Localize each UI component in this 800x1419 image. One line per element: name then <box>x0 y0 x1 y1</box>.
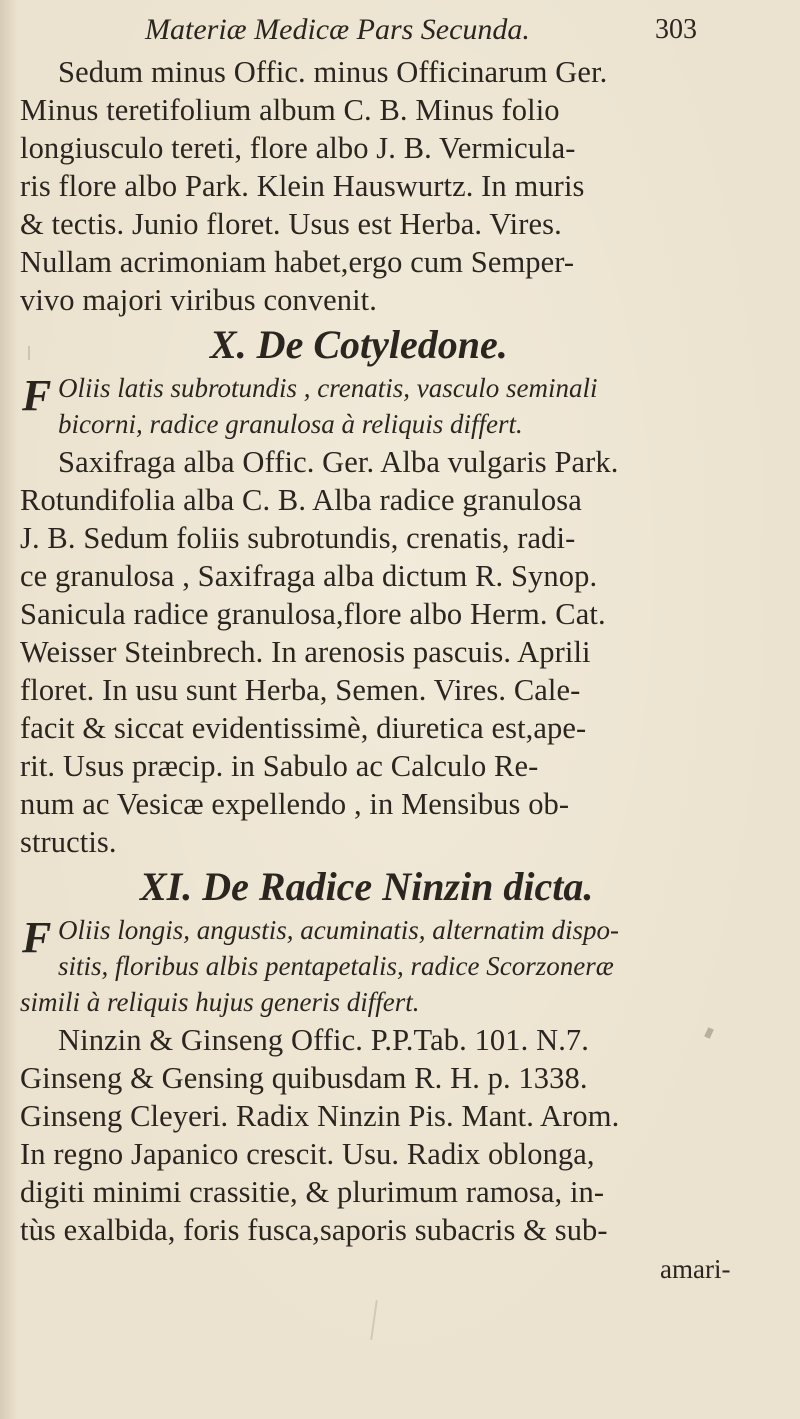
text-line: num ac Vesicæ expellendo , in Mensibus ob- <box>20 787 570 821</box>
gutter-shadow <box>0 0 18 1419</box>
text-line: Saxifraga alba Offic. Ger. Alba vulgaris Park. <box>58 445 619 479</box>
text-line: ce granulosa , Saxifraga alba dictum R. Synop. <box>20 559 598 593</box>
text-line: facit & siccat evidentissimè, diuretica est,ape- <box>20 711 587 745</box>
text-line: Ginseng Cleyeri. Radix Ninzin Pis. Mant. Arom. <box>20 1099 620 1133</box>
drop-cap: F <box>22 913 52 962</box>
text-line: In regno Japanico crescit. Usu. Radix oblonga, <box>20 1137 595 1171</box>
text-line: vivo majori viribus convenit. <box>20 283 377 317</box>
paper-fleck <box>704 1027 714 1039</box>
section-heading: XI. De Radice Ninzin dicta. <box>140 864 594 909</box>
drop-cap: F <box>22 371 52 420</box>
text-line: longiusculo tereti, flore albo J. B. Vermicula- <box>20 131 576 165</box>
paper-fleck <box>370 1300 378 1340</box>
text-line: Minus teretifolium album C. B. Minus folio <box>20 93 560 127</box>
text-line: floret. In usu sunt Herba, Semen. Vires. Cale- <box>20 673 581 707</box>
text-line: & tectis. Junio floret. Usus est Herba. Vires. <box>20 207 562 241</box>
paper-fleck <box>28 346 30 360</box>
text-line: Sedum minus Offic. minus Officinarum Ger. <box>58 55 608 89</box>
diagnosis-line: Oliis longis, angustis, acuminatis, alternatim dispo- <box>58 915 620 945</box>
diagnosis-line: sitis, floribus albis pentapetalis, radice Scorzoneræ <box>58 951 614 981</box>
text-line: rit. Usus præcip. in Sabulo ac Calculo Re- <box>20 749 539 783</box>
text-line: tùs exalbida, foris fusca,saporis subacris & sub- <box>20 1213 608 1247</box>
running-head: Materiæ Medicæ Pars Secunda. <box>145 13 530 46</box>
text-line: Weisser Steinbrech. In arenosis pascuis. Aprili <box>20 635 591 669</box>
page-number: 303 <box>655 14 697 45</box>
text-line: Rotundifolia alba C. B. Alba radice granulosa <box>20 483 582 517</box>
text-line: ris flore albo Park. Klein Hauswurtz. In muris <box>20 169 585 203</box>
page-header <box>0 10 800 50</box>
text-line: Ginseng & Gensing quibusdam R. H. p. 1338. <box>20 1061 588 1095</box>
section-heading: X. De Cotyledone. <box>210 322 508 367</box>
text-line: Nullam acrimoniam habet,ergo cum Semper- <box>20 245 575 279</box>
catchword: amari- <box>660 1254 731 1284</box>
text-line: Sanicula radice granulosa,flore albo Herm. Cat. <box>20 597 606 631</box>
text-line: digiti minimi crassitie, & plurimum ramosa, in- <box>20 1175 605 1209</box>
diagnosis-line: simili à reliquis hujus generis differt. <box>20 987 420 1017</box>
diagnosis-line: bicorni, radice granulosa à reliquis differt. <box>58 409 523 439</box>
text-line: structis. <box>20 825 117 859</box>
text-line: J. B. Sedum foliis subrotundis, crenatis, radi- <box>20 521 576 555</box>
diagnosis-line: Oliis latis subrotundis , crenatis, vasculo seminali <box>58 373 598 403</box>
text-line: Ninzin & Ginseng Offic. P.P.Tab. 101. N.7. <box>58 1023 589 1057</box>
